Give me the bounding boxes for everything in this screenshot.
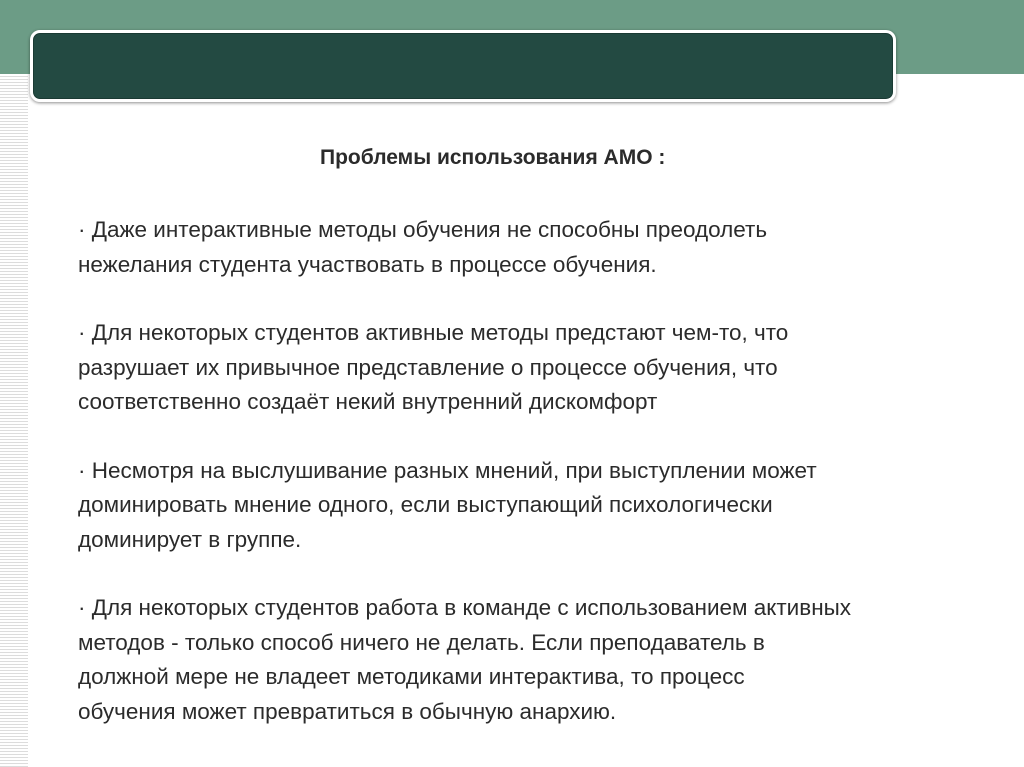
bullet-line: должной мере не владеет методиками интерактива, то процесс [78, 664, 745, 689]
bullet-line: разрушает их привычное представление о процессе обучения, что [78, 354, 778, 380]
slide-heading: Проблемы использования АМО : [320, 146, 666, 169]
bullet-point-3 [78, 454, 988, 558]
bullet-line: методов - только способ ничего не делать. Если преподаватель в [78, 629, 765, 655]
left-striped-margin [0, 74, 28, 767]
title-bar [30, 30, 896, 102]
bullet-line: нежелания студента участвовать в процессе обучения. [78, 251, 657, 277]
bullet-point-4 [78, 591, 988, 729]
slide-content [78, 138, 988, 763]
bullet-line: обучения может превратиться в обычную анархию. [78, 698, 617, 724]
bullet-line: · Для некоторых студентов активные методы предстают чем-то, что [78, 320, 789, 345]
bullet-line: · Несмотря на выслушивание разных мнений, при выступлении может [78, 457, 817, 483]
bullet-line: соответственно создаёт некий внутренний дискомфорт [78, 389, 658, 414]
bullet-line: доминировать мнение одного, если выступающий психологически [78, 492, 773, 517]
bullet-line: доминирует в группе. [78, 526, 302, 552]
bullet-point-1 [78, 213, 988, 282]
bullet-line: · Даже интерактивные методы обучения не способны преодолеть [78, 217, 768, 242]
bullet-point-2 [78, 316, 988, 420]
bullet-line: · Для некоторых студентов работа в команде с использованием активных [78, 595, 852, 620]
